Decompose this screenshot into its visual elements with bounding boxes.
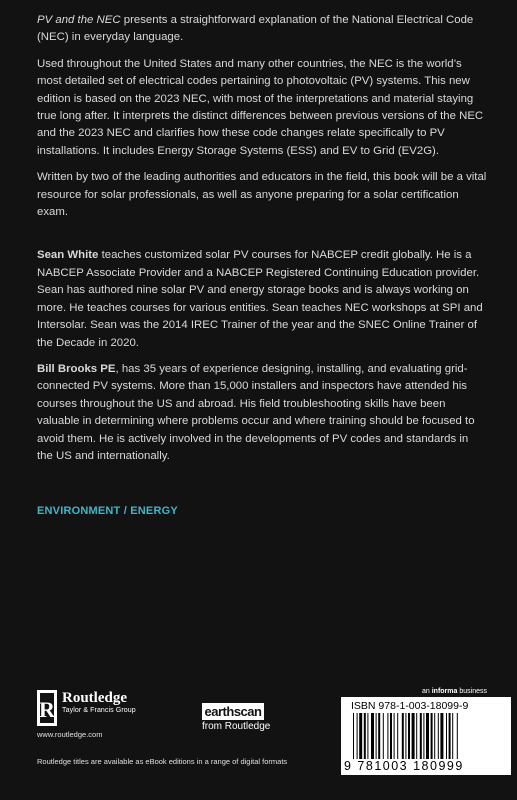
barcode-bar	[376, 713, 377, 759]
author-name: Sean White	[37, 249, 99, 262]
barcode-bar	[402, 713, 404, 759]
author-bio-text: teaches customized solar PV courses for NABCEP credit globally. He is a NABCEP Associate Provider and a NABCEP Registered Continuing Education provider. Sean has authored nine solar PV and energy storage books and is always working on more. He teaches courses for various entities. Sean teaches NEC workshops at SPI and Intersolar. Sean was the 2014 IREC Trainer of the year and the SNEC Online Trainer of the Decade in 2020.	[37, 249, 483, 349]
barcode-bar	[434, 713, 435, 759]
barcode-bar	[359, 713, 362, 759]
barcode-bar	[457, 713, 458, 759]
ean-digits: 9 781003 180999	[344, 759, 464, 773]
barcode-bar	[390, 713, 392, 759]
barcode-bar	[408, 713, 410, 759]
author-bio-1	[37, 247, 487, 351]
blurb-paragraph-2: Used throughout the United States and many other countries, the NEC is the world’s most detailed set of electrical codes pertaining to photovoltaic (PV) systems. This new edition is based on the 2023 NEC, with most of the interpretations and material staying true long after. It interprets the distinct differences between previous versions of the NEC and the 2023 NEC and clarifies how these code changes relate specifically to PV installations. It includes Energy Storage Systems (ESS) and EV to Grid (EV2G).	[37, 57, 484, 157]
publisher-name: Routledge	[62, 690, 127, 706]
publisher-group: Taylor & Francis Group	[62, 707, 136, 714]
barcode-bar	[412, 713, 415, 759]
ebook-availability-note: Routledge titles are available as eBook editions in a range of digital formats	[37, 757, 288, 766]
isbn-barcode-panel	[341, 697, 511, 775]
barcode-bar	[431, 713, 433, 759]
book-title: PV and the NEC	[37, 14, 121, 26]
barcode-bar	[426, 713, 429, 759]
informa-suffix: business	[457, 688, 487, 695]
publisher-url: www.routledge.com	[37, 730, 103, 739]
earthscan-wordmark: earthscan	[202, 703, 264, 720]
barcode-icon	[351, 713, 501, 759]
barcode-bar	[452, 713, 453, 759]
barcode-bar	[353, 713, 354, 759]
subject-category: ENVIRONMENT / ENERGY	[37, 505, 178, 517]
barcode-bar	[405, 713, 406, 759]
blurb-paragraph-1	[37, 12, 487, 47]
barcode-bar	[378, 713, 380, 759]
barcode-bar	[438, 713, 439, 759]
barcode-bar	[423, 713, 424, 759]
svg-text:R: R	[39, 697, 55, 722]
barcode-bar	[397, 713, 398, 759]
informa-brand: informa	[431, 688, 458, 695]
author-bio-text: , has 35 years of experience designing, installing, and evaluating grid-connected PV systems. More than 15,000 installers and inspectors have attended his courses throughout the US and abroad. His field troubleshooting skills have been valuable in determining where problems occur and where training should be focused to avoid them. He is actively involved in the developments of PV codes and standards in the US and internationally.	[37, 362, 475, 462]
author-bio-2	[37, 361, 487, 465]
back-cover-text	[37, 12, 487, 474]
routledge-logo	[37, 690, 197, 750]
barcode-bar	[371, 713, 374, 759]
barcode-bar	[364, 713, 366, 759]
barcode-bar	[420, 713, 422, 759]
blurb-paragraph-3: Written by two of the leading authorities and educators in the field, this book will be a vital resource for solar professionals, as well as anyone preparing for a solar certification exam.	[37, 171, 487, 219]
barcode-bar	[394, 713, 395, 759]
earthscan-logo	[202, 703, 280, 737]
barcode-bar	[446, 713, 447, 759]
isbn-number: ISBN 978-1-003-18099-9	[351, 700, 469, 712]
blurb-paragraph-1-text: presents a straightforward explanation of the National Electrical Code (NEC) in everyday language.	[37, 14, 474, 44]
barcode-bar	[416, 713, 417, 759]
barcode-bar	[357, 713, 358, 759]
barcode-bar	[440, 713, 443, 759]
barcode-bar	[367, 713, 368, 759]
barcode-bar	[387, 713, 388, 759]
informa-business-label	[422, 688, 487, 695]
informa-prefix: an	[422, 688, 432, 695]
author-name: Bill Brooks PE	[37, 362, 116, 375]
earthscan-from-routledge: from Routledge	[202, 721, 271, 732]
barcode-bar	[449, 713, 451, 759]
routledge-r-icon	[37, 690, 57, 726]
barcode-bar	[383, 713, 384, 759]
